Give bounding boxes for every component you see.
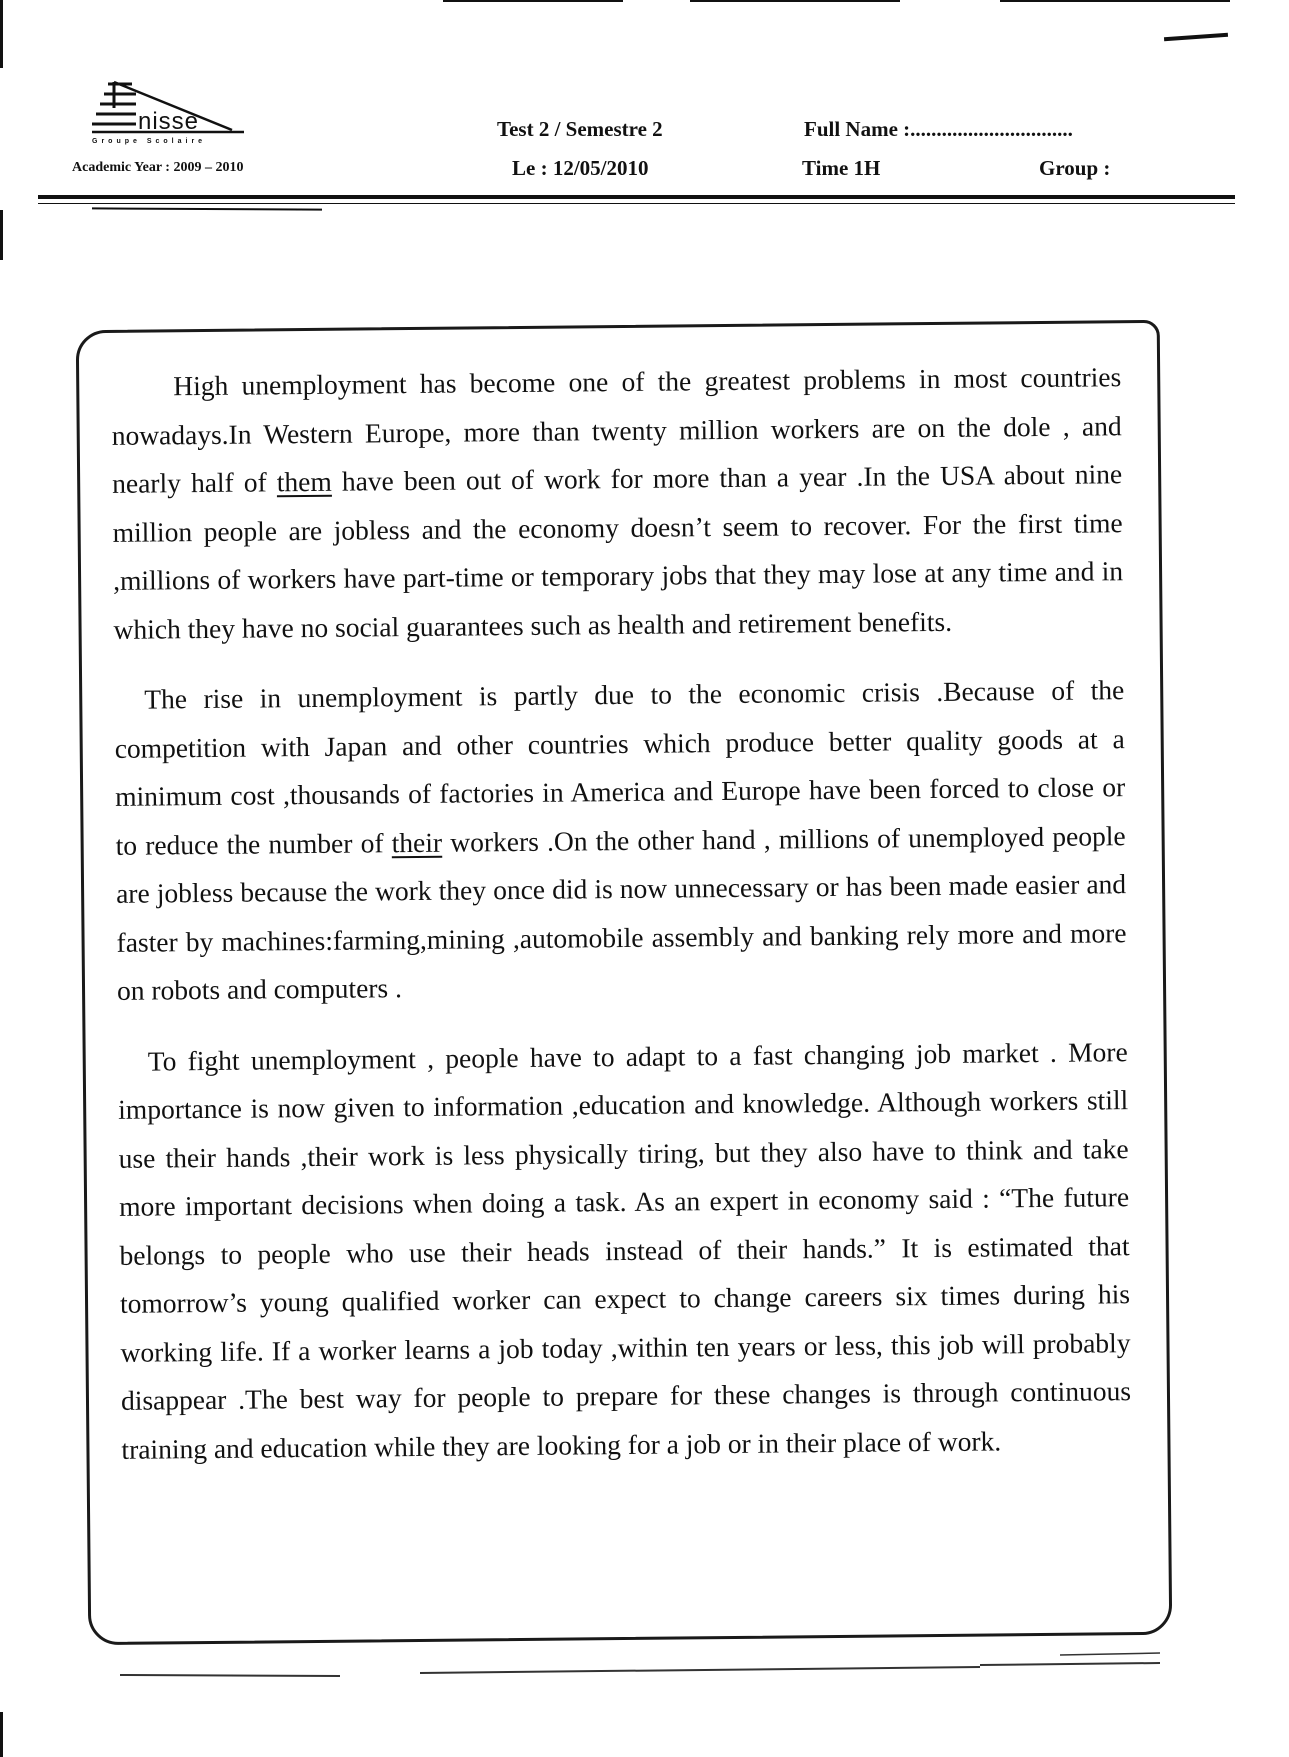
paragraph-1-text-start: High unemployment has become one of the greatest problems in most countries nowadays.In Western Europe, more than twenty million workers are on the dole , and nearly half of: [111, 361, 1122, 499]
exam-header: [0, 0, 1289, 215]
passage-paragraph-3: To fight unemployment , people have to adapt to a fast changing job market . More importance is now given to information ,education and knowledge. Although workers still use their hands ,their work is less physically tiring, but they also have to think and take more important decisions when doing a task. As an expert in economy said : “The future belongs to people who use their heads instead of their hands.” It is estimated that tomorrow’s young qualified worker can expect to change careers six times during his working life. If a worker learns a job today ,within ten years or less, this job will probably disappear .The best way for people to prepare for these changes is through continuous training and education while they are looking for a job or in their place of work.: [118, 1035, 1132, 1465]
logo-subtitle: Groupe Scolaire: [92, 138, 207, 145]
full-name-field[interactable]: Full Name :...............................: [804, 117, 1073, 141]
header-divider-curl: [92, 207, 322, 210]
test-title: Test 2 / Semestre 2: [497, 117, 663, 141]
paragraph-1-text-end: have been out of work for more than a year .In the USA about nine million people are jobless and the economy doesn’t seem to recover. For the first time ,millions of workers have part-time or temporary jobs that they may lose at any time and in which they have no social guarantees such as health and retirement benefits.: [112, 458, 1124, 645]
paragraph-2-text-start: The rise in unemployment is partly due to the economic crisis .Because of the competition with Japan and other countries which produce better quality goods at a minimum cost ,thousands of factories in America and Europe have been forced to close or to reduce the number of: [114, 674, 1126, 861]
reading-passage-box: [76, 320, 1173, 1645]
logo-wordmark: nisse: [138, 108, 200, 135]
reading-passage: [111, 353, 1132, 1496]
header-divider-thin: [38, 203, 1235, 204]
header-divider-thick: [38, 195, 1235, 199]
passage-paragraph-1: [111, 353, 1124, 654]
academic-year: Academic Year : 2009 – 2010: [72, 160, 244, 175]
scan-edge-mark-bottom-left: [0, 1712, 3, 1757]
school-logo: [92, 80, 272, 150]
underlined-word-their: their: [391, 826, 443, 858]
scan-edge-mark-left: [0, 210, 3, 260]
test-date: Le : 12/05/2010: [512, 156, 649, 180]
time-allowed: Time 1H: [802, 156, 881, 180]
passage-paragraph-2: [114, 666, 1127, 1015]
underlined-word-them: them: [276, 465, 332, 498]
paragraph-2-text-end: workers .On the other hand , millions of unemployed people are jobless because the work they once did is now unnecessary or has been made easier and faster by machines:farming,mining ,automobile assembly and banking rely more and more on robots and computers .: [115, 819, 1127, 1006]
bottom-border-lines: [0, 1645, 1289, 1685]
group-field[interactable]: Group :: [1039, 156, 1111, 180]
